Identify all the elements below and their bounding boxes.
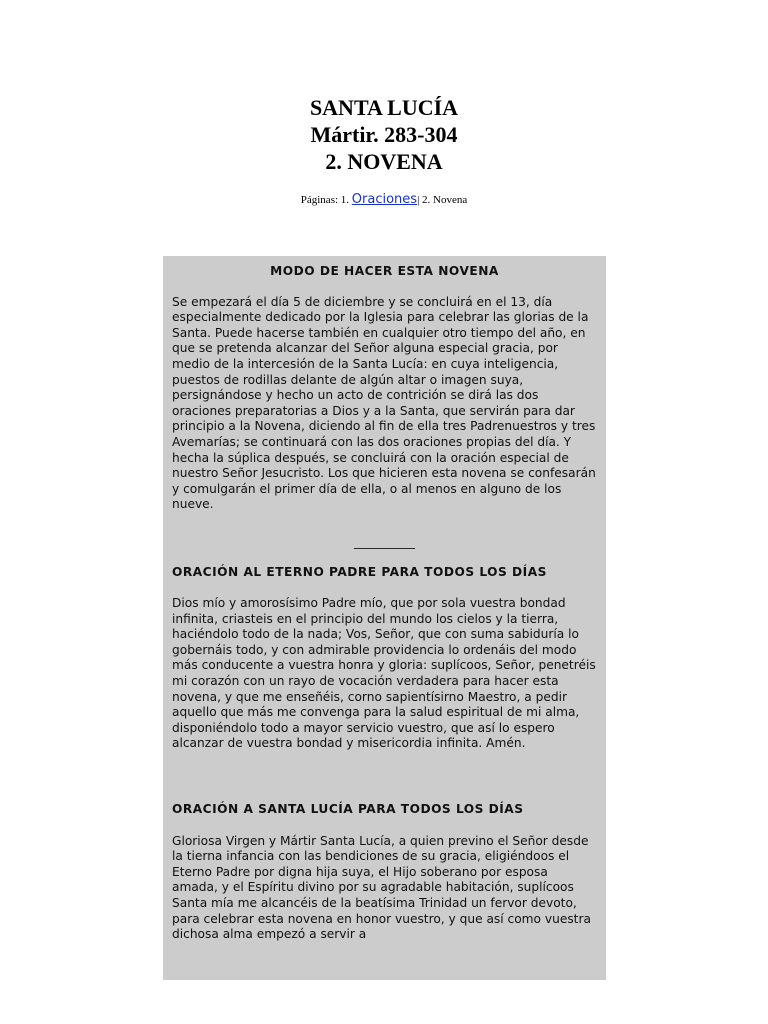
padre-text: Dios mío y amorosísimo Padre mío, que por sola vuestra bondad infinita, criasteis en el principio del mundo los cielos y la tierra, haciéndolo todo de la nada; Vos, Señor, que con suma sabiduría lo gobernáis todo, y con admirable providencia lo ordenáis del modo más conducente a vuestra honra y gloria: suplícoos, Señor, penetréis mi corazón con un rayo de vocación verdadera para hacer esta novena, y que me enseñéis, corno sapientísirno Maestro, a pedir aquello que más me convenga para la salud espiritual de mi alma, disponiéndolo todo a mayor servicio vuestro, que así lo espero alcanzar de vuestra bondad y misericordia infinita. Amén. [172, 596, 596, 751]
pages-suffix: | 2. Novena [417, 194, 468, 206]
novena-content-box [163, 256, 606, 980]
title-line-2: Mártir. 283-304 [310, 122, 458, 147]
lucia-text: Gloriosa Virgen y Mártir Santa Lucía, a quien previno el Señor desde la tierna infancia con las bendiciones de su gracia, eligiéndoos el Eterno Padre por digna hija suya, el Hijo soberano por esposa amada, y el Espíritu divino por su agradable habitación, suplícoos Santa mía me alcancéis de la beatísima Trinidad un fervor devoto, para celebrar esta novena en honor vuestro, y que así como vuestra dichosa alma empezó a servir a [172, 833, 591, 942]
title-line-1: SANTA LUCÍA [309, 95, 459, 120]
separator-line: __________ [354, 534, 415, 549]
oraciones-link[interactable]: Oraciones [351, 192, 418, 207]
lucia-heading: ORACIÓN A SANTA LUCÍA PARA TODOS LOS DÍAS [172, 802, 524, 817]
title-line-3: 2. NOVENA [325, 149, 443, 174]
pages-prefix: Páginas: 1. [300, 194, 352, 206]
modo-heading: MODO DE HACER ESTA NOVENA [270, 264, 499, 278]
padre-heading: ORACIÓN AL ETERNO PADRE PARA TODOS LOS DÍAS [172, 564, 547, 579]
modo-text: Se empezará el día 5 de diciembre y se concluirá en el 13, día especialmente dedicado por la Iglesia para celebrar las glorias de la Santa. Puede hacerse también en cualquier otro tiempo del año, en que se pretenda alcanzar del Señor alguna especial gracia, por medio de la intercesión de la Santa Lucía: en cuya inteligencia, puestos de rodillas delante de algún altar o imagen suya, persignándose y hecho un acto de contrición se dirá las dos oraciones preparatorias a Dios y a la Santa, que servirán para dar principio a la Novena, diciendo al fin de ella tres Padrenuestros y tres Avemarías; se continuará con las dos oraciones propias del día. Y hecha la súplica después, se concluirá con la oración especial de nuestro Señor Jesucristo. Los que hicieren esta novena se confesarán y comulgarán el primer día de ella, o al menos en alguno de los nueve. [172, 294, 596, 512]
page-title [0, 94, 768, 175]
page-navigation [0, 190, 768, 210]
